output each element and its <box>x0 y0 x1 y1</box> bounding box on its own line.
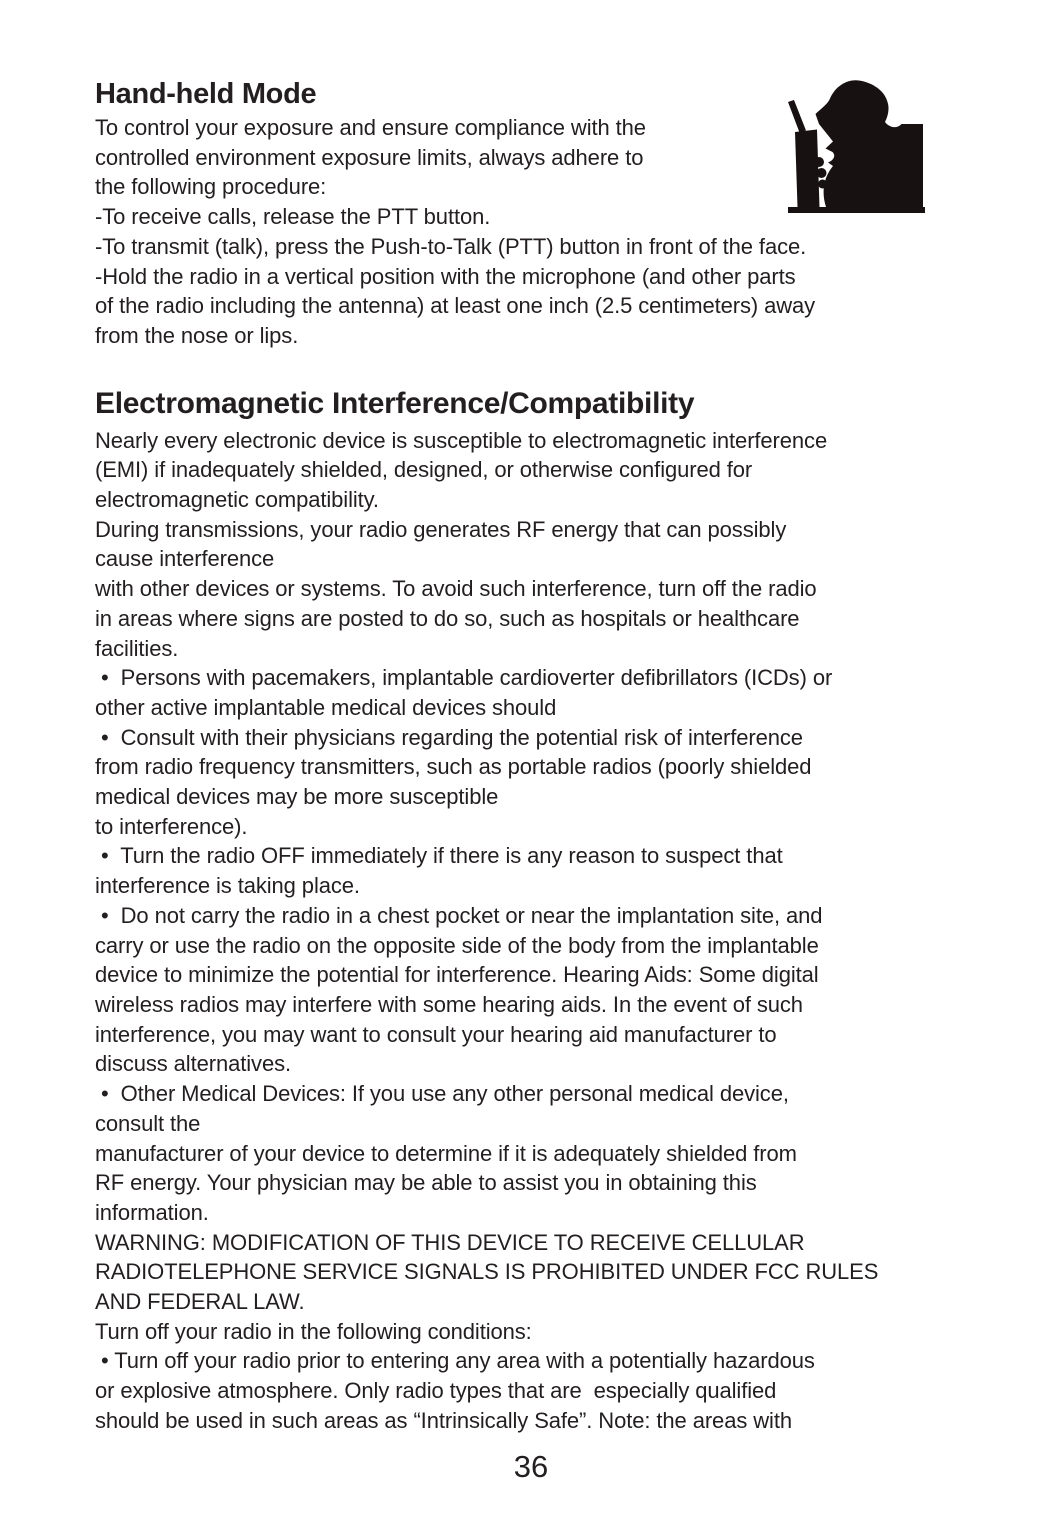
text-line: • Persons with pacemakers, implantable cardioverter defibrillators (ICDs) or <box>95 665 833 691</box>
text-line: in areas where signs are posted to do so, such as hospitals or healthcare <box>95 605 800 631</box>
text-line: • Turn the radio OFF immediately if there is any reason to suspect that <box>95 843 783 869</box>
text-line: RADIOTELEPHONE SERVICE SIGNALS IS PROHIBITED UNDER FCC RULES <box>95 1259 879 1285</box>
text-line: -To receive calls, release the PTT button. <box>95 204 491 230</box>
page-number: 36 <box>513 1449 549 1484</box>
text-line: from radio frequency transmitters, such as portable radios (poorly shielded <box>95 754 812 780</box>
text-line: the following procedure: <box>95 174 327 200</box>
text-line: device to minimize the potential for interference. Hearing Aids: Some digital <box>95 962 819 988</box>
text-line: should be used in such areas as “Intrinsically Safe”. Note: the areas with <box>95 1407 792 1433</box>
text-line: To control your exposure and ensure compliance with the <box>95 115 646 140</box>
text-line: (EMI) if inadequately shielded, designed, or otherwise configured for <box>95 457 753 483</box>
text-line: discuss alternatives. <box>95 1051 291 1077</box>
text-line: or explosive atmosphere. Only radio types that are especially qualified <box>95 1378 777 1404</box>
text-line: • Turn off your radio prior to entering any area with a potentially hazardous <box>95 1348 815 1374</box>
text-line: manufacturer of your device to determine if it is adequately shielded from <box>95 1140 797 1166</box>
text-line: medical devices may be more susceptible <box>95 784 499 810</box>
text-line: from the nose or lips. <box>95 322 299 348</box>
text-line: Turn off your radio in the following conditions: <box>95 1318 532 1344</box>
text-line: carry or use the radio on the opposite side of the body from the implantable <box>95 932 819 958</box>
text-line: consult the <box>95 1110 201 1136</box>
text-line: • Other Medical Devices: If you use any other personal medical device, <box>95 1081 789 1107</box>
text-line: -To transmit (talk), press the Push-to-Talk (PTT) button in front of the face. <box>95 233 807 259</box>
text-line: with other devices or systems. To avoid such interference, turn off the radio <box>95 576 817 602</box>
person-speaking-into-handheld-radio-icon <box>788 78 925 213</box>
text-line: AND FEDERAL LAW. <box>95 1289 305 1315</box>
text-line: information. <box>95 1199 209 1225</box>
text-line: interference, you may want to consult your hearing aid manufacturer to <box>95 1021 777 1047</box>
text-line: Nearly every electronic device is susceptible to electromagnetic interference <box>95 427 828 453</box>
text-line: to interference). <box>95 813 248 839</box>
text-line: cause interference <box>95 546 275 572</box>
text-line: electromagnetic compatibility. <box>95 487 379 513</box>
text-line: other active implantable medical devices should <box>95 694 557 720</box>
text-line: interference is taking place. <box>95 873 360 899</box>
text-line: of the radio including the antenna) at least one inch (2.5 centimeters) away <box>95 293 816 319</box>
section-heading-hand-held-mode: Hand-held Mode <box>95 78 317 110</box>
text-line: -Hold the radio in a vertical position with the microphone (and other parts <box>95 263 796 289</box>
page-content <box>95 77 995 1436</box>
text-line: • Do not carry the radio in a chest pocket or near the implantation site, and <box>95 902 823 928</box>
section-electromagnetic-interference <box>95 385 995 1436</box>
section-heading-electromagnetic-interference: Electromagnetic Interference/Compatibility <box>95 386 695 420</box>
text-line: facilities. <box>95 635 179 661</box>
section-body-electromagnetic-interference <box>95 426 995 1436</box>
text-line: wireless radios may interfere with some hearing aids. In the event of such <box>95 991 803 1017</box>
text-line: controlled environment exposure limits, always adhere to <box>95 144 644 170</box>
text-line: WARNING: MODIFICATION OF THIS DEVICE TO RECEIVE CELLULAR <box>95 1229 805 1255</box>
text-line: During transmissions, your radio generates RF energy that can possibly <box>95 516 787 542</box>
text-line: • Consult with their physicians regarding the potential risk of interference <box>95 724 803 750</box>
text-line: RF energy. Your physician may be able to assist you in obtaining this <box>95 1170 757 1196</box>
